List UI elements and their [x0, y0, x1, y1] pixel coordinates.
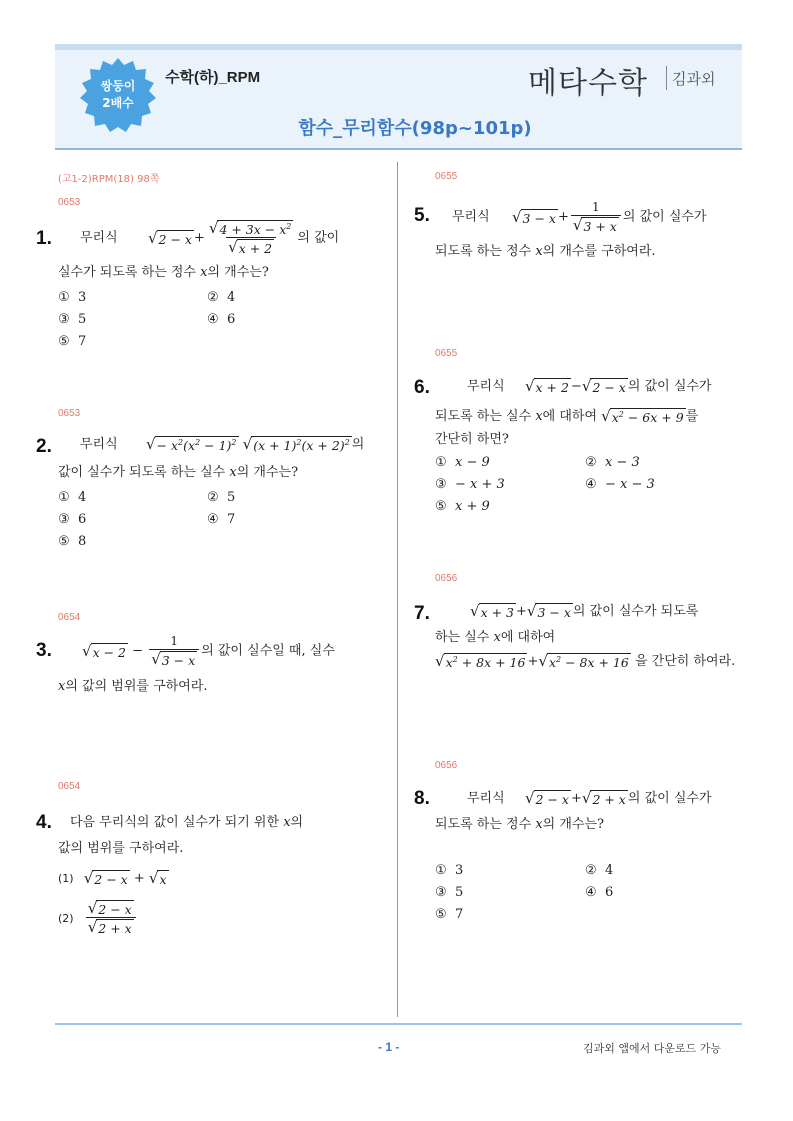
problem-code: 0656 — [435, 760, 458, 771]
question-3-line2: x의 값의 범위를 구하여라. — [58, 679, 208, 694]
problem-code: 0654 — [58, 781, 81, 792]
question-3-line1: √ x − 2 − 1 √ 3 − x 의 값이 실수일 때, 실수 — [82, 634, 335, 668]
question-number: 4. — [36, 812, 52, 833]
choice-1[interactable]: ① x − 9 — [435, 455, 490, 470]
q2-sqrt-b: √ $(x + 1)^2(x + 2)^2$ — [242, 435, 350, 453]
question-4-line2: 값의 범위를 구하여라. — [58, 841, 184, 856]
choice-4[interactable]: ④ − x − 3 — [585, 477, 655, 492]
choice-5[interactable]: ⑤ x + 9 — [435, 499, 490, 514]
question-1-line1: 무리식 √ 2 − x + √ $4 + 3x - x^2$ √ x + 2 의 값이 — [80, 219, 340, 256]
twin-badge — [78, 56, 158, 136]
badge-line1: 쌍둥이 — [100, 79, 136, 93]
q2-sqrt-a: √ − $x^2(x^2 - 1)^2$ — [145, 435, 237, 453]
question-8-line1: 무리식 √ 2 − x + √ 2 + x 의 값이 실수가 — [467, 789, 712, 807]
q1-prefix: 무리식 — [80, 230, 118, 246]
question-2-line1: 무리식 √ − $x^2(x^2 - 1)^2$ √ $(x + 1)^2(x + 2)^2$ 의 — [80, 435, 365, 453]
choice-3[interactable]: ③ 5 — [435, 885, 464, 900]
problem-code: 0653 — [58, 197, 81, 208]
q3-sqrt-a: √ x − 2 — [82, 641, 126, 660]
question-5-line1: 무리식 √ 3 − x + 1 √ 3 + x 의 값이 실수가 — [452, 200, 707, 234]
problem-code: 0653 — [58, 408, 81, 419]
choice-4[interactable]: ④ 7 — [207, 512, 236, 527]
q1-suffix: 의 값이 — [297, 230, 340, 246]
q4-sub-1: (1) √ 2 − x + √ x — [58, 869, 167, 887]
brand-separator — [666, 66, 667, 90]
choice-3[interactable]: ③ 5 — [58, 312, 87, 327]
choice-1[interactable]: ① 3 — [435, 863, 464, 878]
choice-1[interactable]: ① 3 — [58, 290, 87, 305]
problem-code: 0655 — [435, 348, 458, 359]
question-number: 7. — [414, 603, 430, 624]
choice-5[interactable]: ⑤ 8 — [58, 534, 87, 549]
question-1-line2: 실수가 되도록 하는 정수 x의 개수는? — [58, 265, 269, 280]
choice-2[interactable]: ② 4 — [585, 863, 614, 878]
q1-fraction: √ $4 + 3x - x^2$ √ x + 2 — [208, 219, 292, 256]
brand-logo: 메타수학 — [528, 66, 648, 101]
question-6-line1: 무리식 √ x + 2 − √ 2 − x 의 값이 실수가 — [467, 377, 712, 395]
brand-sub-logo: 김과외 — [672, 70, 716, 88]
question-number: 5. — [414, 205, 430, 226]
question-number: 1. — [36, 228, 52, 249]
choice-2[interactable]: ② 4 — [207, 290, 236, 305]
section-title: 함수_무리함수(98p~101p) — [298, 118, 532, 139]
question-5-line2: 되도록 하는 정수 x의 개수를 구하여라. — [435, 244, 656, 259]
choice-4[interactable]: ④ 6 — [585, 885, 614, 900]
choice-2[interactable]: ② 5 — [207, 490, 236, 505]
question-4-line1: 다음 무리식의 값이 실수가 되기 위한 x의 — [70, 815, 304, 830]
problem-code: 0654 — [58, 612, 81, 623]
choice-3[interactable]: ③ 6 — [58, 512, 87, 527]
question-6-line3: 간단히 하면? — [435, 432, 509, 447]
question-6-line2: 되도록 하는 실수 x에 대하여 √ $x^2 - 6x + 9$ 를 — [435, 407, 699, 425]
q4-sub-2: (2) √ 2 − x √ 2 + x — [58, 900, 138, 936]
question-number: 6. — [414, 377, 430, 398]
badge-line2: 2배수 — [102, 96, 134, 110]
question-number: 3. — [36, 640, 52, 661]
question-2-line2: 값이 실수가 되도록 하는 실수 x의 개수는? — [58, 465, 299, 480]
problem-code: 0655 — [435, 171, 458, 182]
column-divider — [397, 162, 398, 1017]
question-7-line2: 하는 실수 x에 대하여 — [435, 630, 556, 645]
question-7-line1: √ x + 3 + √ 3 − x 의 값이 실수가 되도록 — [470, 602, 699, 620]
choice-3[interactable]: ③ − x + 3 — [435, 477, 505, 492]
subject-title: 수학(하)_RPM — [165, 69, 261, 86]
question-number: 2. — [36, 436, 52, 457]
problem-code: 0656 — [435, 573, 458, 584]
question-7-line3: √ $x^2 + 8x + 16$ + √ $x^2 - 8x + 16$ 을 간단히 하여라. — [435, 652, 736, 670]
q3-fraction: 1 √ 3 − x — [149, 634, 199, 668]
source-note: (고1-2)RPM(18) 98쪽 — [58, 174, 160, 185]
question-8-line2: 되도록 하는 정수 x의 개수는? — [435, 817, 604, 832]
q1-sqrt-a: √ 2 − x — [147, 228, 192, 247]
choice-4[interactable]: ④ 6 — [207, 312, 236, 327]
footer-line — [55, 1023, 742, 1025]
choice-1[interactable]: ① 4 — [58, 490, 87, 505]
download-note: 김과외 앱에서 다운로드 가능 — [583, 1042, 722, 1055]
choice-2[interactable]: ② x − 3 — [585, 455, 640, 470]
choice-5[interactable]: ⑤ 7 — [435, 907, 464, 922]
question-number: 8. — [414, 788, 430, 809]
page-number: - 1 - — [378, 1040, 400, 1054]
choice-5[interactable]: ⑤ 7 — [58, 334, 87, 349]
